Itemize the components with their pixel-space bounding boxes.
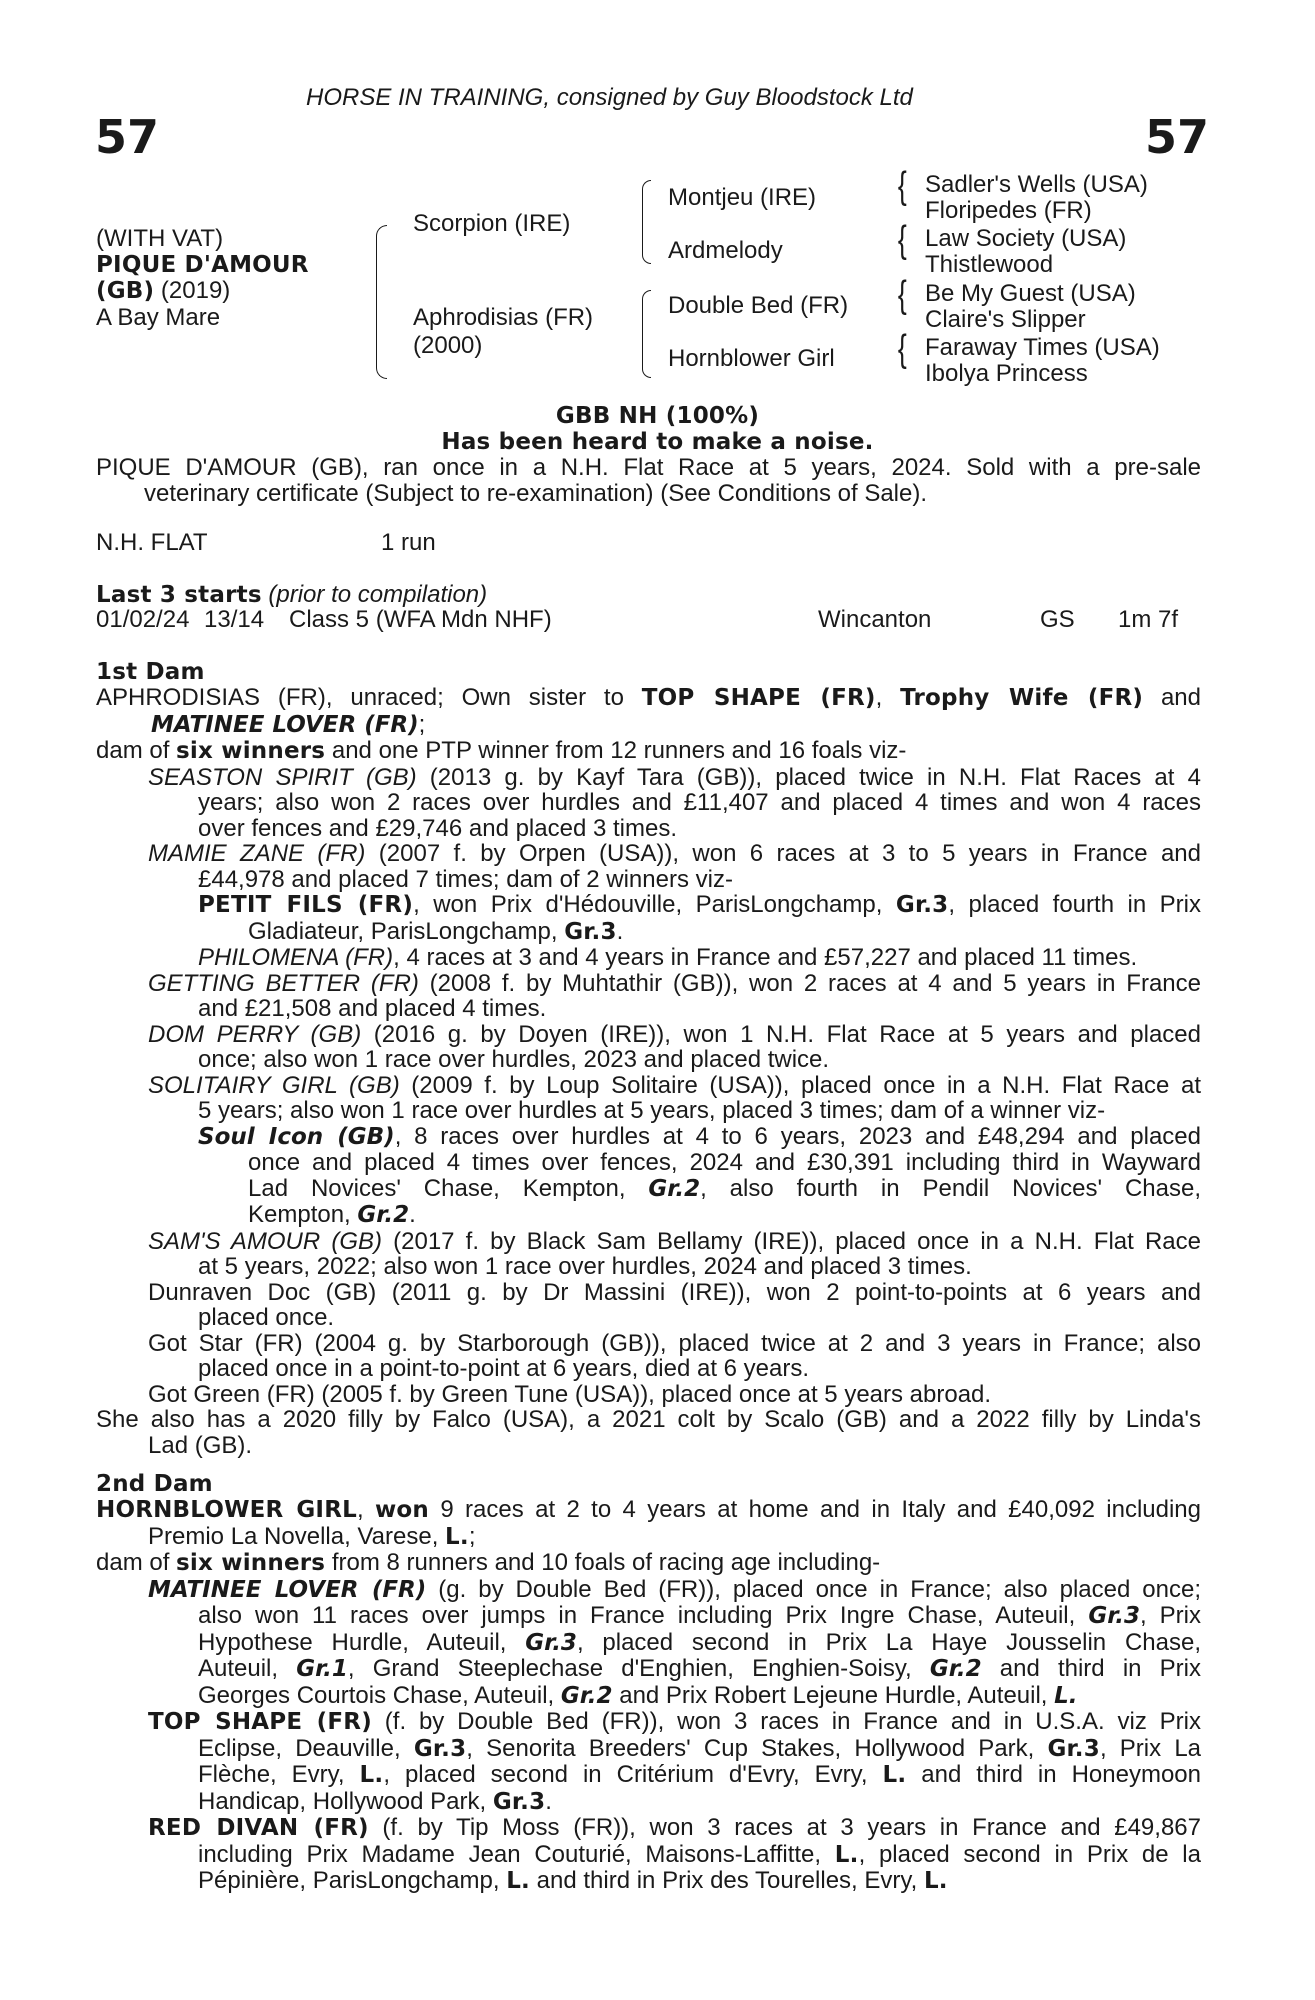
text-run: , 8 races over hurdles at 4 to 6 years, 2023 and £48,294 and placed	[394, 1122, 1201, 1150]
text-run: , Senorita Breeders' Cup Stakes, Hollywood Park,	[466, 1734, 1048, 1762]
gbb-rating: GBB NH (100%)	[555, 403, 760, 429]
pedigree-brace-g3: {	[897, 274, 907, 316]
horse-description: A Bay Mare	[96, 304, 221, 331]
pedigree-sire-dam: Ardmelody	[668, 237, 783, 264]
text-run: , 4 races at 3 and 4 years in France and £57,227 and placed 11 times.	[393, 944, 1138, 971]
pedigree-gg-3: Law Society (USA)	[925, 225, 1127, 252]
text-run: Gr.1	[296, 1656, 348, 1682]
text-run: including Prix Madame Jean Couturié, Maisons-Laffitte,	[198, 1840, 835, 1868]
text-run: dam of	[96, 1549, 177, 1576]
produce-sams-amour-2: at 5 years, 2022; also won 1 race over hurdles, 2024 and placed 3 times.	[198, 1253, 972, 1280]
produce-sams-amour-1	[148, 1229, 1201, 1255]
text-run: L.	[882, 1762, 907, 1788]
text-run: , won Prix d'Hédouville, ParisLongchamp,	[413, 891, 896, 918]
first-dam-produce-intro	[96, 738, 1201, 765]
text-run: Hypothese Hurdle, Auteuil,	[198, 1628, 526, 1656]
last-starts-heading	[96, 582, 487, 609]
second-dam-line-2	[148, 1524, 1201, 1551]
first-dam-line-1	[96, 685, 1201, 712]
text-run: ,	[875, 684, 901, 711]
text-run: Auteuil,	[198, 1655, 297, 1682]
text-run: Gladiateur, ParisLongchamp,	[248, 917, 565, 945]
text-run: ,	[356, 1496, 375, 1523]
produce-petit-fils-2	[248, 919, 1201, 946]
text-run: and	[1143, 684, 1201, 711]
produce-seaston-1	[148, 765, 1201, 791]
produce-mamie-1	[148, 841, 1201, 867]
vat-note: (WITH VAT)	[96, 225, 224, 252]
text-run: Gr.2	[929, 1656, 982, 1682]
record-runs: 1 run	[381, 529, 436, 556]
produce-got-star-1: Got Star (FR) (2004 g. by Starborough (GB)), placed twice at 2 and 3 years in France; also	[148, 1329, 1201, 1357]
text-run: six winners	[176, 738, 326, 764]
text-run: and third in Prix des Tourelles, Evry,	[529, 1867, 924, 1894]
produce-mamie-2: £44,978 and placed 7 times; dam of 2 winners viz-	[198, 865, 733, 893]
text-run: .	[616, 917, 624, 945]
also-has-1: She also has a 2020 filly by Falco (USA), a 2021 colt by Scalo (GB) and a 2022 filly by Linda's	[96, 1406, 1201, 1433]
produce-red-divan-1	[148, 1815, 1201, 1842]
record-label: N.H. FLAT	[96, 529, 208, 556]
produce-got-star-2: placed once in a point-to-point at 6 years, died at 6 years.	[198, 1355, 810, 1382]
text-run: TOP SHAPE (FR)	[641, 685, 876, 711]
text-run: , placed second in Prix La Haye Jousselin Chase,	[576, 1628, 1201, 1656]
text-run: SAM'S AMOUR (GB)	[148, 1227, 382, 1255]
start-date: 01/02/24	[96, 606, 190, 633]
pedigree-brace-sire	[642, 180, 651, 264]
lot-number-left: 57	[95, 110, 160, 164]
text-run: Gr.2	[357, 1202, 410, 1228]
text-run: Soul Icon (GB)	[198, 1123, 395, 1150]
text-run: L.	[1054, 1682, 1078, 1709]
produce-soul-icon-4	[248, 1202, 1201, 1229]
text-run: Kempton,	[248, 1201, 358, 1228]
pedigree-gg-6: Claire's Slipper	[925, 306, 1086, 333]
pedigree-brace-g1: {	[897, 165, 907, 207]
text-run: , placed second in Prix de la	[858, 1840, 1201, 1868]
start-distance: 1m 7f	[1118, 606, 1179, 633]
text-run: won	[374, 1497, 430, 1523]
text-run: L.	[834, 1841, 859, 1868]
produce-getting-better-2: and £21,508 and placed 4 times.	[198, 995, 547, 1022]
produce-top-shape-3	[198, 1762, 1201, 1789]
pedigree-dam-sire: Double Bed (FR)	[668, 292, 849, 319]
consignor-title: HORSE IN TRAINING, consigned by Guy Bloodstock Ltd	[306, 84, 913, 111]
text-run: L.	[923, 1868, 948, 1894]
text-run: PETIT FILS (FR)	[198, 892, 414, 918]
second-dam-section	[96, 1497, 1201, 1895]
text-run: (2013 g. by Kayf Tara (GB)), placed twice in N.H. Flat Races at 4	[416, 763, 1201, 791]
text-run: Gr.3	[492, 1788, 546, 1815]
text-run: L.	[359, 1762, 384, 1788]
text-run: 9 races at 2 to 4 years at home and in Italy and £40,092 including	[429, 1496, 1201, 1523]
text-run: Eclipse, Deauville,	[198, 1734, 414, 1762]
text-run: Lad Novices' Chase, Kempton,	[248, 1174, 649, 1202]
second-dam-line-1	[96, 1497, 1201, 1524]
pedigree-dam: Aphrodisias (FR)	[413, 304, 594, 331]
text-run: SOLITAIRY GIRL (GB)	[148, 1071, 400, 1099]
text-run: MAMIE ZANE (FR)	[148, 840, 366, 867]
pedigree-brace-g4: {	[897, 328, 907, 370]
text-run: , placed fourth in Prix	[948, 891, 1201, 918]
text-run: Premio La Novella, Varese,	[148, 1522, 446, 1550]
text-run: , Prix	[1140, 1602, 1202, 1629]
text-run: Pépinière, ParisLongchamp,	[198, 1867, 507, 1894]
also-has-2: Lad (GB).	[148, 1431, 253, 1459]
first-dam-section	[96, 685, 1201, 1458]
text-run: MATINEE LOVER (FR)	[148, 1576, 427, 1603]
horse-name: PIQUE D'AMOUR	[96, 252, 309, 278]
horse-suffix: (GB)	[96, 278, 155, 304]
produce-top-shape-1	[148, 1709, 1201, 1736]
produce-got-green: Got Green (FR) (2005 f. by Green Tune (USA)), placed once at 5 years abroad.	[148, 1380, 992, 1408]
text-run: Georges Courtois Chase, Auteuil,	[198, 1681, 561, 1709]
text-run: , placed second in Critérium d'Evry, Evry,	[383, 1761, 883, 1788]
produce-matinee-2	[198, 1603, 1201, 1630]
text-run: L.	[445, 1523, 469, 1550]
text-run: DOM PERRY (GB)	[148, 1020, 362, 1048]
text-run: .	[409, 1201, 416, 1228]
intro-line-1: PIQUE D'AMOUR (GB), ran once in a N.H. Flat Race at 5 years, 2024. Sold with a pre-sale	[96, 454, 1201, 481]
produce-dom-perry-2: once; also won 1 race over hurdles, 2023 and placed twice.	[198, 1046, 830, 1073]
text-run: MATINEE LOVER (FR)	[151, 711, 419, 738]
pedigree-brace-dam	[642, 290, 651, 378]
start-going: GS	[1040, 606, 1075, 633]
text-run: ;	[418, 710, 426, 738]
produce-getting-better-1	[148, 971, 1201, 997]
text-run: and one PTP winner from 12 runners and 16 foals viz-	[325, 737, 907, 764]
second-dam-heading: 2nd Dam	[96, 1471, 213, 1497]
pedigree-gg-1: Sadler's Wells (USA)	[925, 171, 1148, 198]
text-run: from 8 runners and 10 foals of racing age including-	[325, 1549, 881, 1576]
produce-seaston-3: over fences and £29,746 and placed 3 times.	[198, 814, 677, 842]
first-dam-line-2	[151, 712, 1201, 739]
pedigree-gg-4: Thistlewood	[925, 251, 1054, 278]
pedigree-sire: Scorpion (IRE)	[413, 210, 571, 237]
text-run: .	[545, 1787, 552, 1815]
text-run: , Grand Steeplechase d'Enghien, Enghien-Soisy,	[347, 1655, 930, 1682]
produce-petit-fils-1	[198, 892, 1201, 919]
produce-matinee-4	[198, 1656, 1201, 1683]
text-run: Gr.3	[1088, 1603, 1140, 1629]
text-run: Handicap, Hollywood Park,	[198, 1787, 493, 1815]
text-run: HORNBLOWER GIRL	[96, 1497, 357, 1523]
pedigree-brace-main	[376, 225, 387, 379]
pedigree-gg-2: Floripedes (FR)	[925, 197, 1092, 224]
produce-solitairy-1	[148, 1073, 1201, 1099]
text-run: ;	[468, 1522, 476, 1550]
last-starts-note: (prior to compilation)	[268, 581, 488, 608]
last-starts-title: Last 3 starts	[96, 582, 262, 608]
produce-soul-icon-3	[248, 1176, 1201, 1203]
start-race: Class 5 (WFA Mdn NHF)	[289, 606, 552, 633]
text-run: TOP SHAPE (FR)	[148, 1709, 372, 1735]
produce-matinee-5	[198, 1683, 1201, 1710]
text-run: dam of	[96, 737, 177, 764]
produce-philomena	[198, 945, 1201, 971]
text-run: and third in Honeymoon	[906, 1761, 1201, 1788]
start-course: Wincanton	[818, 606, 932, 633]
noise-note: Has been heard to make a noise.	[441, 429, 874, 455]
intro-line-2: veterinary certificate (Subject to re-examination) (See Conditions of Sale).	[144, 479, 928, 507]
lot-number-right: 57	[1145, 110, 1210, 164]
text-run: Gr.3	[564, 918, 617, 945]
produce-solitairy-2: 5 years; also won 1 race over hurdles at 5 years, placed 3 times; dam of a winner viz-	[198, 1097, 1106, 1124]
text-run: SEASTON SPIRIT (GB)	[148, 763, 417, 791]
text-run: RED DIVAN (FR)	[148, 1815, 369, 1841]
first-dam-heading: 1st Dam	[96, 659, 205, 685]
text-run: and Prix Robert Lejeune Hurdle, Auteuil,	[612, 1681, 1055, 1709]
text-run: APHRODISIAS (FR), unraced; Own sister to	[96, 684, 642, 711]
produce-dunraven-2: placed once.	[198, 1304, 335, 1331]
produce-soul-icon-2: once and placed 4 times over fences, 2024 and £30,391 including third in Wayward	[248, 1149, 1201, 1176]
text-run: (2008 f. by Muhtathir (GB)), won 2 races at 4 and 5 years in France	[418, 969, 1201, 997]
pedigree-dam-year: (2000)	[413, 332, 483, 359]
text-run: and third in Prix	[981, 1655, 1201, 1682]
produce-matinee-3	[198, 1630, 1201, 1657]
pedigree-gg-8: Ibolya Princess	[925, 360, 1088, 387]
text-run: Gr.2	[648, 1175, 701, 1202]
produce-top-shape-4	[198, 1789, 1201, 1816]
horse-year: (2019)	[160, 277, 231, 304]
text-run: also won 11 races over jumps in France including Prix Ingre Chase, Auteuil,	[198, 1602, 1089, 1629]
text-run: (2016 g. by Doyen (IRE)), won 1 N.H. Flat Race at 5 years and placed	[361, 1020, 1201, 1048]
pedigree-gg-5: Be My Guest (USA)	[925, 280, 1136, 307]
text-run: (f. by Tip Moss (FR)), won 3 races at 3 years in France and £49,867	[368, 1814, 1201, 1841]
pedigree-sire-sire: Montjeu (IRE)	[668, 184, 817, 211]
horse-suffix-line	[96, 278, 230, 305]
text-run: Gr.3	[525, 1629, 577, 1656]
intro-paragraph	[96, 455, 1201, 506]
start-position: 13/14	[204, 606, 265, 633]
text-run: six winners	[176, 1550, 326, 1576]
pedigree-dam-dam: Hornblower Girl	[668, 345, 835, 372]
text-run: (2007 f. by Orpen (USA)), won 6 races at 3 to 5 years in France and	[365, 840, 1201, 867]
text-run: PHILOMENA (FR)	[198, 944, 394, 971]
text-run: (g. by Double Bed (FR)), placed once in France; also placed once;	[426, 1575, 1201, 1603]
text-run: , also fourth in Pendil Novices' Chase,	[700, 1174, 1201, 1202]
second-dam-produce-intro	[96, 1550, 1201, 1577]
produce-red-divan-2	[198, 1842, 1201, 1869]
pedigree-brace-g2: {	[897, 219, 907, 261]
produce-red-divan-3	[198, 1868, 1201, 1895]
text-run: Gr.2	[560, 1682, 613, 1709]
produce-dunraven-1: Dunraven Doc (GB) (2011 g. by Dr Massini (IRE)), won 2 point-to-points at 6 years and	[148, 1278, 1201, 1306]
produce-dom-perry-1	[148, 1022, 1201, 1048]
text-run: Gr.3	[413, 1735, 467, 1762]
produce-soul-icon-1	[198, 1124, 1201, 1151]
produce-top-shape-2	[198, 1736, 1201, 1763]
pedigree-gg-7: Faraway Times (USA)	[925, 334, 1160, 361]
text-run: (2017 f. by Black Sam Bellamy (IRE)), placed once in a N.H. Flat Race	[382, 1227, 1201, 1255]
text-run: Flèche, Evry,	[198, 1761, 360, 1788]
text-run: Gr.3	[895, 892, 949, 918]
text-run: (2009 f. by Loup Solitaire (USA)), placed once in a N.H. Flat Race at	[399, 1071, 1202, 1099]
text-run: L.	[506, 1868, 530, 1894]
text-run: Gr.3	[1047, 1735, 1100, 1762]
produce-matinee-1	[148, 1577, 1201, 1604]
text-run: (f. by Double Bed (FR)), won 3 races in France and in U.S.A. viz Prix	[371, 1708, 1201, 1735]
text-run: GETTING BETTER (FR)	[148, 969, 419, 997]
produce-seaston-2: years; also won 2 races over hurdles and £11,407 and placed 4 times and won 4 races	[198, 789, 1201, 816]
text-run: , Prix La	[1099, 1734, 1202, 1762]
text-run: Trophy Wife (FR)	[900, 685, 1144, 711]
